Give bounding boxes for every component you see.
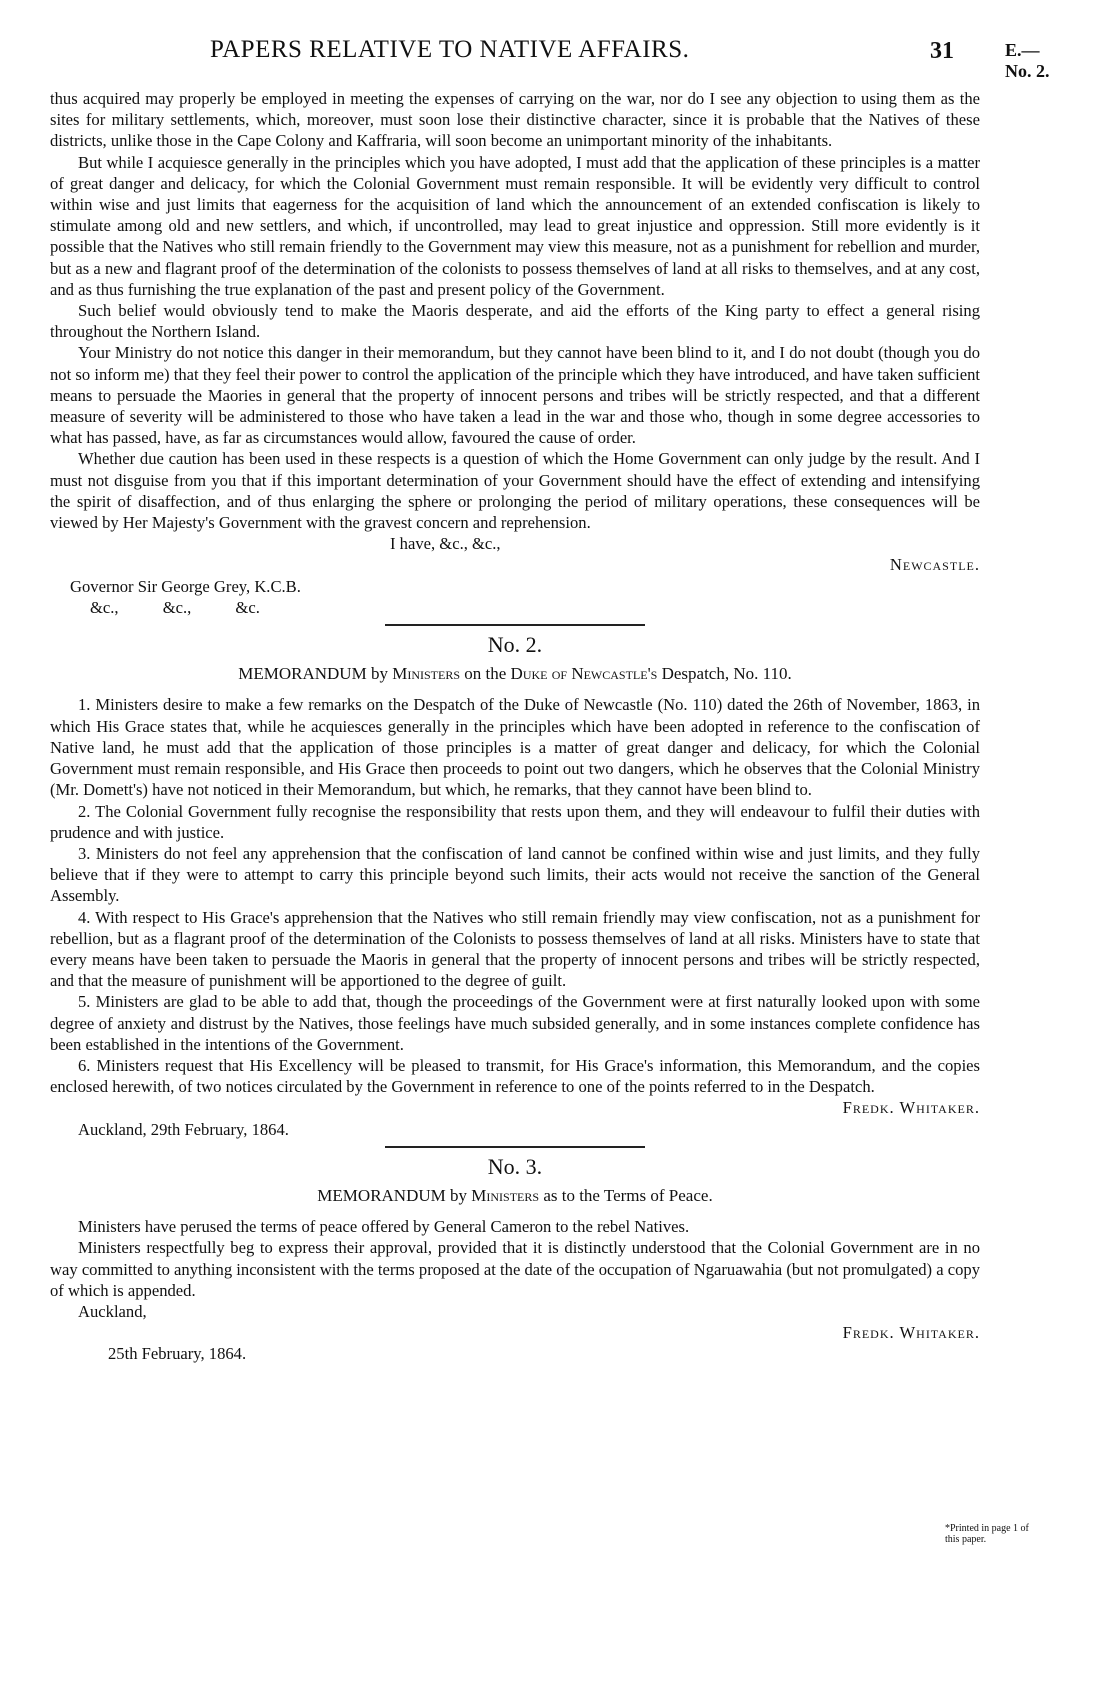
doc3-heading-ministers: Ministers <box>471 1185 540 1205</box>
letter-closing: I have, &c., &c., <box>390 534 501 554</box>
doc3-paragraph: Ministers respectfully beg to express their approval, provided that it is distinctly understood that the Colonial Government are in no way committed to anything inconsistent with the terms proposed at the date of the occupation of Ngaruawahia (but not promulgated) a copy of which is appended. <box>50 1238 980 1300</box>
doc3-number: No. 3. <box>487 1153 543 1179</box>
doc2-heading <box>50 663 980 684</box>
doc3-date: 25th February, 1864. <box>108 1344 247 1364</box>
doc2-paragraph: 3. Ministers do not feel any apprehension that the confiscation of land cannot be confined within wise and just limits, and they fully believe that if they were to attempt to carry this principle beyond such limits, their acts would not receive the sanction of the General Assembly. <box>50 843 980 906</box>
doc2-heading-end: Despatch, No. 110. <box>661 664 792 684</box>
doc3-heading-by: by <box>450 1185 468 1205</box>
page-body <box>50 88 980 1365</box>
section-divider <box>385 624 645 626</box>
doc2-paragraph: 6. Ministers request that His Excellency will be pleased to transmit, for His Grace's information, this Memorandum, and the copies enclosed herewith, of two notices circulated by the Government in reference to one of the points referred to in the Despatch. <box>50 1055 980 1097</box>
letter-etc: &c., &c., &c. <box>90 597 260 617</box>
letter-paragraph: Such belief would obviously tend to make the Maoris desperate, and aid the efforts of the King party to effect a general rising throughout the Northern Island. <box>50 301 980 342</box>
doc2-paragraph: 2. The Colonial Government fully recognise the responsibility that rests upon them, and they will endeavour to fulfil their duties with prudence and with justice. <box>50 801 980 842</box>
doc2-paragraph: 5. Ministers are glad to be able to add that, though the proceedings of the Government were at first naturally looked upon with some degree of anxiety and distrust by the Natives, those feelings have much subsided generally, and in some instances complete confidence has been established in the intentions of the Government. <box>50 992 980 1054</box>
doc2-signature: Fredk. Whitaker. <box>842 1098 980 1118</box>
doc2-heading-on: on the <box>464 664 507 684</box>
doc3-heading <box>50 1185 980 1206</box>
document-page <box>50 30 1060 1545</box>
doc2-heading-main: MEMORANDUM <box>238 664 367 684</box>
doc2-heading-ministers: Ministers <box>392 664 461 684</box>
doc3-heading-end: as to the Terms of Peace. <box>543 1185 713 1205</box>
page-header <box>50 30 1060 81</box>
section-divider <box>385 1146 645 1148</box>
doc3-paragraph: Ministers have perused the terms of peace offered by General Cameron to the rebel Natives. <box>78 1217 690 1237</box>
doc2-heading-by: by <box>370 664 388 684</box>
letter-paragraph: Your Ministry do not notice this danger in their memorandum, but they cannot have been blind to it, and I do not doubt (though you do not so inform me) that they feel their power to control the application of the principle which they have introduced, and have taken sufficient means to persuade the Maories in general that the property of innocent persons and tribes will be strictly respected, and that a different measure of severity will be administered to those who have taken a lead in the war and those who, though in some degree accessories to what has passed, have, as far as circumstances would allow, favoured the cause of order. <box>50 343 980 448</box>
doc2-heading-duke: Duke of Newcastle's <box>510 664 658 684</box>
letter-paragraph: But while I acquiesce generally in the principles which you have adopted, I must add that the application of these principles is a matter of great danger and delicacy, for which the Colonial Government must remain responsible. It will be evidently very difficult to control within wise and just limits that eagerness for the acquisition of land which the announcement of an extended confiscation is likely to stimulate among old and new settlers, and which, if uncontrolled, may lead to great injustice and oppression. Still more evidently is it possible that the Natives who still remain friendly to the Government may view this measure, not as a punishment for rebellion and murder, but as a new and flagrant proof of the determination of the colonists to possess themselves of land at all risks to themselves, and at any cost, and as thus furnishing the true explanation of the past and present policy of the Government. <box>50 152 980 299</box>
running-title: PAPERS RELATIVE TO NATIVE AFFAIRS. <box>210 36 690 63</box>
letter-paragraph: Whether due caution has been used in these respects is a question of which the Home Government can only judge by the result. And I must not disguise from you that if this important determination of your Government should have the effect of extending and intensifying the spirit of disaffection, and of thus enlarging the sphere or prolonging the period of military operations, these consequences will be viewed by Her Majesty's Government with the gravest concern and reprehension. <box>50 449 980 533</box>
letter-addressee: Governor Sir George Grey, K.C.B. <box>70 576 301 596</box>
margin-footnote: *Printed in page 1 of this paper. <box>945 1523 1029 1545</box>
doc2-paragraph: 4. With respect to His Grace's apprehension that the Natives who still remain friendly may view confiscation, not as a punishment for rebellion, but as a flagrant proof of the determination of the Colonists to possess themselves of land at all risks. Ministers have to state that every means have been taken to persuade the Maoris in general that the property of innocent persons and tribes will be strictly respected, and that the measure of punishment will be apportioned to the degree of guilt. <box>50 907 980 991</box>
document-reference: E.—No. 2. <box>1005 40 1050 81</box>
letter-paragraph: thus acquired may properly be employed in meeting the expenses of carrying on the war, nor do I see any objection to using them as the sites for military settlements, which, moreover, must soon lose their distinctive character, since it is probable that the Natives of these districts, unlike those in the Cape Colony and Kaffraria, will soon become an unimportant minority of the inhabitants. <box>50 89 980 151</box>
doc3-signature: Fredk. Whitaker. <box>842 1323 980 1343</box>
doc2-paragraph: 1. Ministers desire to make a few remarks on the Despatch of the Duke of Newcastle (No. 110) dated the 26th of November, 1863, in which His Grace states that, while he acquiesces generally in the principles which have been adopted in reference to the confiscation of Native land, he must add that the application of those principles is a matter of great danger and delicacy, for which the Colonial Government must remain responsible, and His Grace then proceeds to point out two dangers, which he observes that the Colonial Ministry (Mr. Domett's) have not noticed in their Memorandum, but which, he remarks, that they cannot have been blind to. <box>50 695 980 800</box>
doc2-number: No. 2. <box>487 632 543 658</box>
doc2-dateline: Auckland, 29th February, 1864. <box>78 1119 289 1139</box>
letter-signature: Newcastle. <box>889 555 980 575</box>
page-number: 31 <box>930 38 954 64</box>
doc3-place: Auckland, <box>78 1301 147 1321</box>
doc3-heading-main: MEMORANDUM <box>317 1185 446 1205</box>
